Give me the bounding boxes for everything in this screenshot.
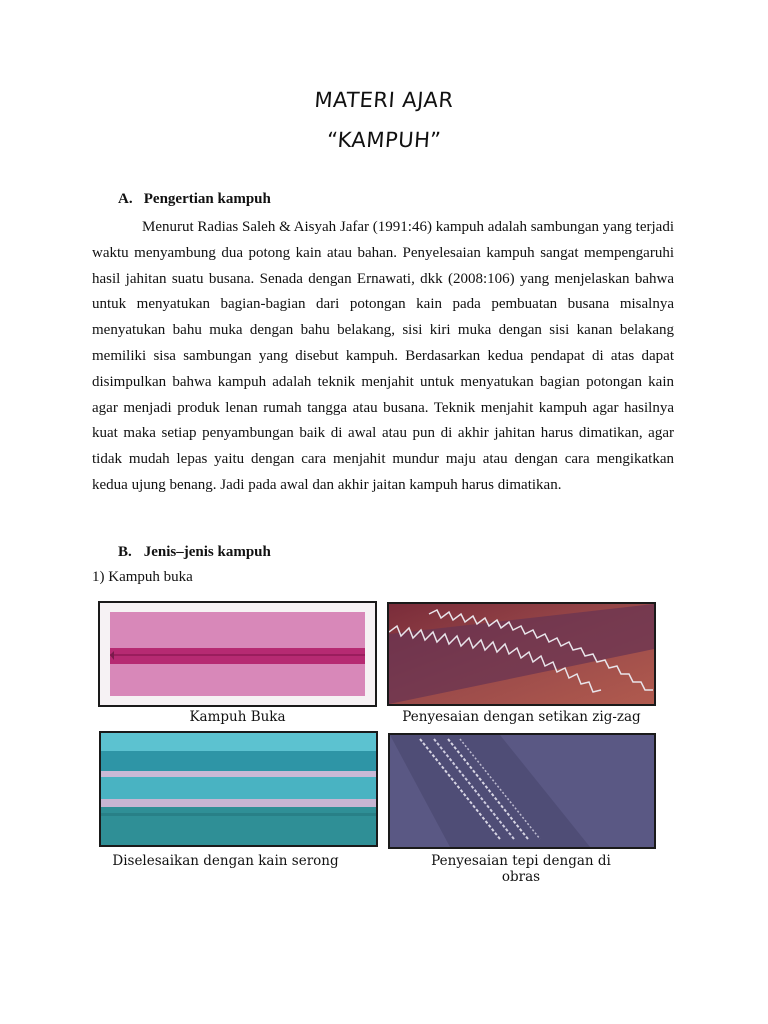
document-subtitle: “KAMPUH”	[326, 128, 442, 152]
figure-zigzag	[387, 602, 656, 706]
figure-obras	[388, 733, 656, 849]
section-a-number: A.	[118, 191, 133, 207]
figure-caption-4: Penyesaian tepi dengan di obras	[431, 853, 611, 885]
document-title: MATERI AJAR	[313, 88, 455, 112]
section-a-paragraph: Menurut Radias Saleh & Aisyah Jafar (1991:46) kampuh adalah sambungan yang terjadi waktu menyambung dua potong kain atau bahan. Penyelesaian kampuh sangat mempengaruhi hasil jahitan suatu busana. Senada dengan Ernawati, dkk (2008:106) yang menjelaskan bahwa untuk menyatukan bagian-bagian dari potongan kain pada pembuatan busana misalnya menyatukan bahu muka dengan bahu belakang, sisi kiri muka dengan sisi kanan belakang memiliki sisa sambungan yang disebut kampuh. Berdasarkan kedua pendapat di atas dapat disimpulkan bahwa kampuh adalah teknik menjahit untuk menyatukan bagian potongan kain agar menjadi produk lenan rumah tangga atau busana. Teknik menjahit kampuh agar hasilnya kuat maka setiap penyambungan baik di awal atau pun di akhir jahitan harus dimatikan, agar tidak mudah lepas yaitu dengan cara menjahit mundur maju atau dengan cara mengikatkan kedua ujung benang. Jadi pada awal dan akhir jaitan kampuh harus dimatikan.	[92, 219, 674, 493]
subsection-heading: 1) Kampuh buka	[92, 569, 193, 585]
section-b-title: Jenis–jenis kampuh	[143, 544, 271, 560]
fabric-overlock-image	[390, 735, 654, 847]
fabric-teal-image	[101, 733, 376, 845]
figure-caption-2: Penyesaian dengan setikan zig-zag	[402, 709, 641, 725]
figure-kain-serong	[99, 731, 378, 847]
section-b-heading	[118, 544, 271, 561]
figure-caption-3: Diselesaikan dengan kain serong	[112, 853, 339, 869]
figure-kampuh-buka	[98, 601, 377, 707]
fabric-pink-image	[100, 603, 375, 705]
section-a-heading	[118, 191, 271, 208]
section-b-number: B.	[118, 544, 132, 560]
fabric-zigzag-image	[389, 604, 654, 704]
figure-caption-1: Kampuh Buka	[189, 709, 286, 725]
section-a-title: Pengertian kampuh	[143, 191, 271, 207]
